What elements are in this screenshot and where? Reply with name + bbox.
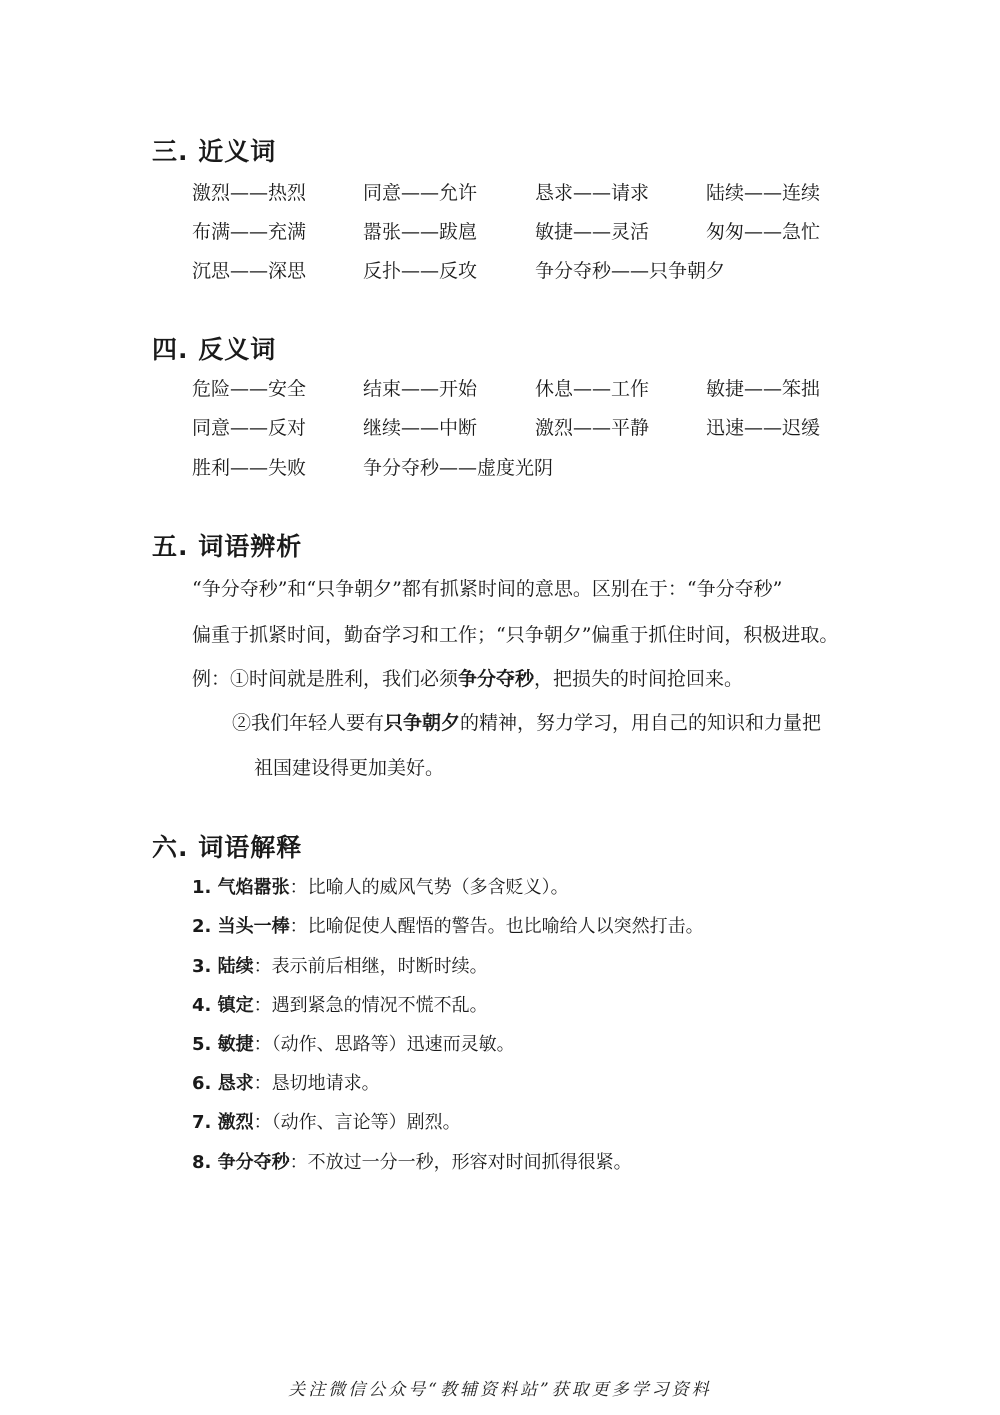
synonym-pair: 沉思——深思 xyxy=(192,260,307,282)
antonym-pair: 激烈——平静 xyxy=(535,417,650,439)
definition-text: ：表示前后相继，时断时续。 xyxy=(253,956,488,977)
definition-text: ：遇到紧急的情况不慌不乱。 xyxy=(253,995,488,1016)
synonym-pair: 嚣张——跋扈 xyxy=(363,221,478,243)
synonym-pair: 反扑——反攻 xyxy=(363,260,478,282)
synonym-pair: 争分夺秒——只争朝夕 xyxy=(535,260,726,282)
synonym-pair: 布满——充满 xyxy=(192,221,307,243)
antonym-pair: 结束——开始 xyxy=(363,378,478,400)
page-footer: 关注微信公众号“教辅资料站”获取更多学习资料 xyxy=(288,1380,712,1400)
antonym-pair: 迅速——迟缓 xyxy=(706,417,821,439)
definition-term: 3. 陆续 xyxy=(192,956,254,977)
section-title-definitions: 六. 词语解释 xyxy=(152,833,303,862)
definition-text: ：（动作、言论等）剧烈。 xyxy=(253,1112,461,1133)
analysis-example-2 xyxy=(232,711,821,735)
definition-item xyxy=(192,1111,461,1135)
example-2-suffix: 的精神，努力学习，用自己的知识和力量把 xyxy=(460,712,822,734)
synonym-pair: 激烈——热烈 xyxy=(192,182,307,204)
analysis-line-1: “争分夺秒”和“只争朝夕”都有抓紧时间的意思。区别在于：“争分夺秒” xyxy=(192,578,783,600)
example-1-prefix: 例：①时间就是胜利，我们必须 xyxy=(192,668,459,690)
antonym-pair: 同意——反对 xyxy=(192,417,307,439)
definition-item xyxy=(192,876,569,900)
antonym-pair: 危险——安全 xyxy=(192,378,307,400)
definition-text: ：（动作、思路等）迅速而灵敏。 xyxy=(253,1034,515,1055)
example-1-keyword: 争分夺秒 xyxy=(458,668,535,690)
definition-text: ：比喻促使人醒悟的警告。也比喻给人以突然打击。 xyxy=(289,916,704,937)
definition-text: ：不放过一分一秒，形容对时间抓得很紧。 xyxy=(289,1152,632,1173)
definition-item xyxy=(192,915,704,939)
analysis-line-2: 偏重于抓紧时间，勤奋学习和工作；“只争朝夕”偏重于抓住时间，积极进取。 xyxy=(192,624,839,646)
definition-term: 4. 镇定 xyxy=(192,995,254,1016)
example-2-prefix: ②我们年轻人要有 xyxy=(232,712,385,734)
definition-term: 6. 恳求 xyxy=(192,1073,254,1094)
antonym-pair: 休息——工作 xyxy=(535,378,650,400)
definition-term: 5. 敏捷 xyxy=(192,1034,254,1055)
antonym-pair: 继续——中断 xyxy=(363,417,478,439)
definition-item xyxy=(192,1151,632,1175)
definition-text: ：比喻人的威风气势（多含贬义）。 xyxy=(289,877,569,898)
definition-item xyxy=(192,994,488,1018)
definition-item xyxy=(192,1072,380,1096)
synonym-pair: 同意——允许 xyxy=(363,182,478,204)
analysis-example-2-continued: 祖国建设得更加美好。 xyxy=(254,757,445,779)
example-1-suffix: ，把损失的时间抢回来。 xyxy=(534,668,744,690)
definition-item xyxy=(192,955,488,979)
example-2-keyword: 只争朝夕 xyxy=(384,712,461,734)
definition-term: 8. 争分夺秒 xyxy=(192,1152,290,1173)
synonym-pair: 敏捷——灵活 xyxy=(535,221,650,243)
synonym-pair: 陆续——连续 xyxy=(706,182,821,204)
synonym-pair: 匆匆——急忙 xyxy=(706,221,821,243)
antonym-pair: 敏捷——笨拙 xyxy=(706,378,821,400)
section-title-analysis: 五. 词语辨析 xyxy=(152,532,303,561)
synonym-pair: 恳求——请求 xyxy=(535,182,650,204)
antonym-pair: 争分夺秒——虚度光阴 xyxy=(363,457,554,479)
definition-term: 1. 气焰嚣张 xyxy=(192,877,290,898)
section-title-synonyms: 三. 近义词 xyxy=(152,137,277,166)
definition-term: 7. 激烈 xyxy=(192,1112,254,1133)
definition-term: 2. 当头一棒 xyxy=(192,916,290,937)
analysis-example-1 xyxy=(192,667,743,691)
definition-text: ：恳切地请求。 xyxy=(253,1073,380,1094)
section-title-antonyms: 四. 反义词 xyxy=(152,335,277,364)
definition-item xyxy=(192,1033,515,1057)
antonym-pair: 胜利——失败 xyxy=(192,457,307,479)
